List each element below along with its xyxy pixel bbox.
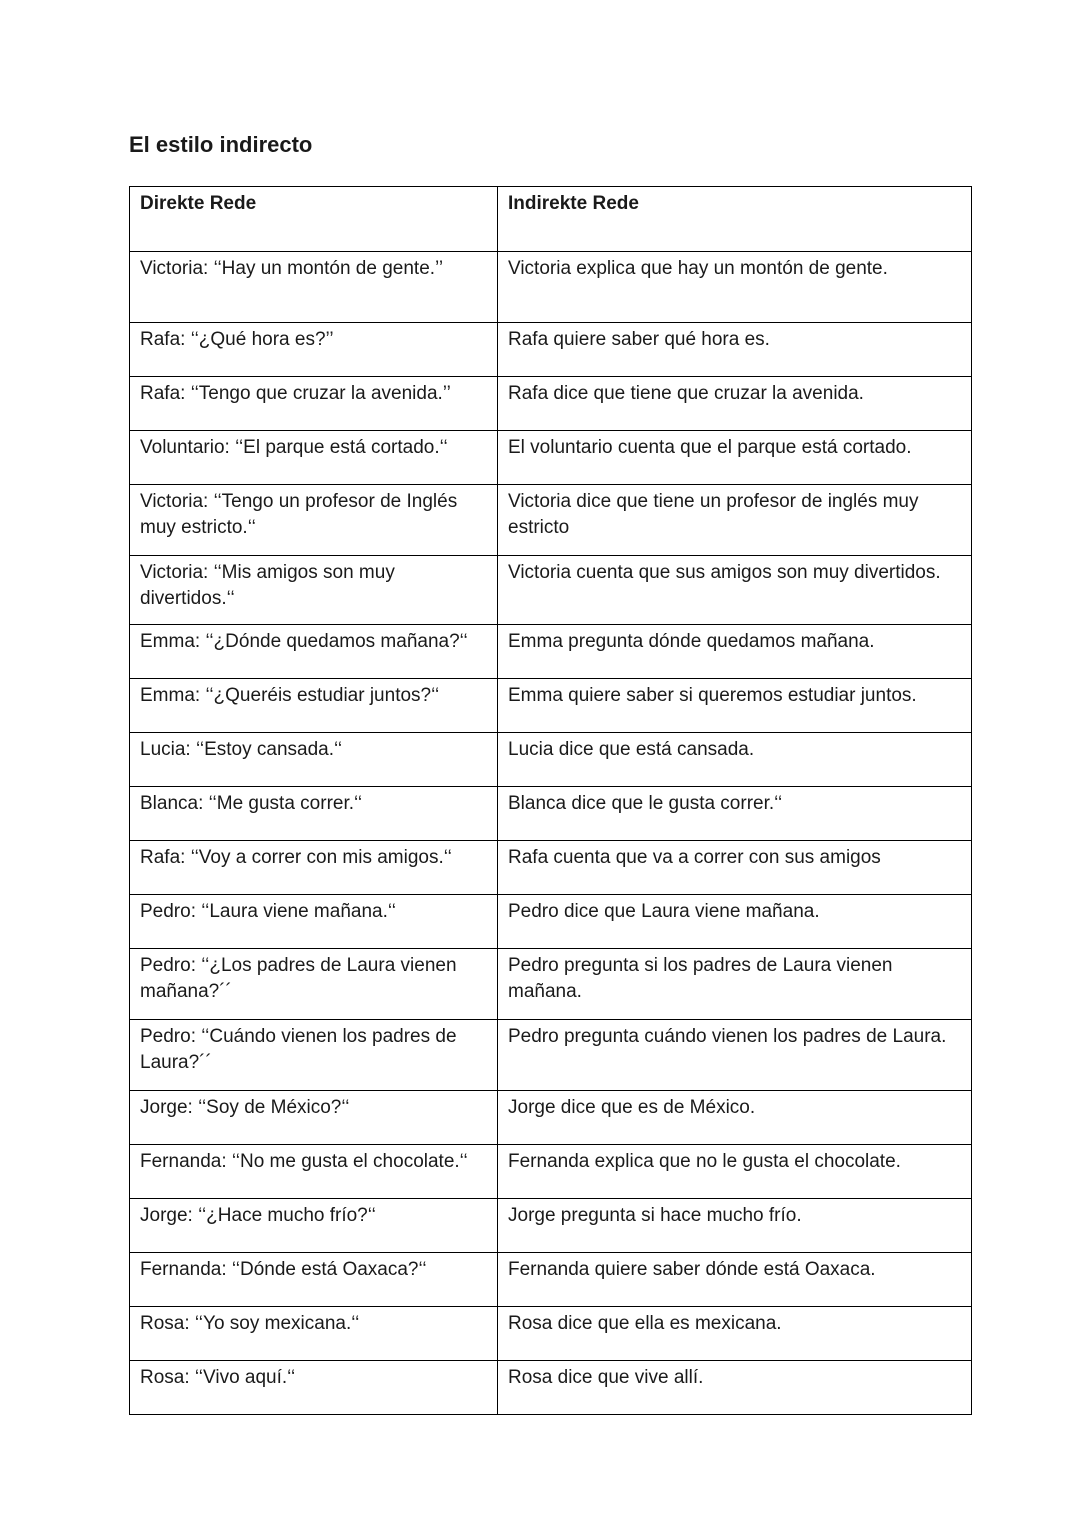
table-row (130, 1307, 972, 1361)
direct-speech-cell: Pedro: ‘‘Laura viene mañana.‘‘ (130, 895, 498, 949)
table-row (130, 1199, 972, 1253)
indirect-speech-cell: Pedro pregunta si los padres de Laura vienen mañana. (498, 949, 972, 1020)
direct-speech-cell: Rafa: ‘‘¿Qué hora es?’’ (130, 323, 498, 377)
indirect-speech-cell: Rafa quiere saber qué hora es. (498, 323, 972, 377)
direct-speech-cell: Jorge: ‘‘Soy de México?‘‘ (130, 1091, 498, 1145)
indirect-speech-cell: Emma pregunta dónde quedamos mañana. (498, 625, 972, 679)
table-row (130, 431, 972, 485)
direct-speech-cell: Rafa: ‘‘Voy a correr con mis amigos.‘‘ (130, 841, 498, 895)
table-row (130, 377, 972, 431)
direct-speech-cell: Victoria: ‘‘Mis amigos son muy divertidos.‘‘ (130, 556, 498, 625)
table-row (130, 733, 972, 787)
direct-speech-cell: Lucia: ‘‘Estoy cansada.‘‘ (130, 733, 498, 787)
table-row (130, 787, 972, 841)
direct-speech-cell: Voluntario: ‘‘El parque está cortado.‘‘ (130, 431, 498, 485)
indirect-speech-cell: Rosa dice que vive allí. (498, 1361, 972, 1415)
indirect-speech-cell: Lucia dice que está cansada. (498, 733, 972, 787)
table-row (130, 949, 972, 1020)
indirect-speech-cell: El voluntario cuenta que el parque está cortado. (498, 431, 972, 485)
direct-speech-cell: Victoria: ‘‘Tengo un profesor de Inglés muy estricto.‘‘ (130, 485, 498, 556)
direct-speech-cell: Emma: ‘‘¿Dónde quedamos mañana?‘‘ (130, 625, 498, 679)
indirect-speech-cell: Rafa cuenta que va a correr con sus amigos (498, 841, 972, 895)
table-row (130, 625, 972, 679)
indirect-speech-cell: Pedro pregunta cuándo vienen los padres de Laura. (498, 1020, 972, 1091)
header-indirect-speech: Indirekte Rede (498, 187, 972, 252)
direct-speech-cell: Jorge: ‘‘¿Hace mucho frío?‘‘ (130, 1199, 498, 1253)
indirect-speech-cell: Victoria cuenta que sus amigos son muy divertidos. (498, 556, 972, 625)
table-row (130, 1091, 972, 1145)
indirect-speech-cell: Rafa dice que tiene que cruzar la avenida. (498, 377, 972, 431)
direct-speech-cell: Emma: ‘‘¿Queréis estudiar juntos?‘‘ (130, 679, 498, 733)
direct-speech-cell: Fernanda: ‘‘Dónde está Oaxaca?‘‘ (130, 1253, 498, 1307)
indirect-speech-cell: Fernanda quiere saber dónde está Oaxaca. (498, 1253, 972, 1307)
page-title: El estilo indirecto (129, 132, 313, 157)
direct-speech-cell: Fernanda: ‘‘No me gusta el chocolate.‘‘ (130, 1145, 498, 1199)
table-row (130, 1020, 972, 1091)
table-row (130, 1361, 972, 1415)
table-row (130, 1253, 972, 1307)
direct-speech-cell: Rafa: ‘‘Tengo que cruzar la avenida.’’ (130, 377, 498, 431)
table-header-row (130, 187, 972, 252)
indirect-speech-cell: Jorge pregunta si hace mucho frío. (498, 1199, 972, 1253)
indirect-speech-cell: Jorge dice que es de México. (498, 1091, 972, 1145)
direct-speech-cell: Victoria: ‘‘Hay un montón de gente.’’ (130, 252, 498, 323)
indirect-speech-cell: Fernanda explica que no le gusta el chocolate. (498, 1145, 972, 1199)
speech-table (129, 186, 972, 1415)
direct-speech-cell: Pedro: ‘‘Cuándo vienen los padres de Laura?´´ (130, 1020, 498, 1091)
table-row (130, 556, 972, 625)
indirect-speech-cell: Victoria dice que tiene un profesor de inglés muy estricto (498, 485, 972, 556)
direct-speech-cell: Rosa: ‘‘Yo soy mexicana.‘‘ (130, 1307, 498, 1361)
table-row (130, 252, 972, 323)
indirect-speech-cell: Blanca dice que le gusta correr.‘‘ (498, 787, 972, 841)
indirect-speech-cell: Rosa dice que ella es mexicana. (498, 1307, 972, 1361)
indirect-speech-cell: Emma quiere saber si queremos estudiar juntos. (498, 679, 972, 733)
table-row (130, 841, 972, 895)
direct-speech-cell: Pedro: ‘‘¿Los padres de Laura vienen mañana?´´ (130, 949, 498, 1020)
table-row (130, 323, 972, 377)
table-row (130, 1145, 972, 1199)
table-row (130, 895, 972, 949)
header-direct-speech: Direkte Rede (130, 187, 498, 252)
table-row (130, 485, 972, 556)
direct-speech-cell: Blanca: ‘‘Me gusta correr.‘‘ (130, 787, 498, 841)
indirect-speech-cell: Pedro dice que Laura viene mañana. (498, 895, 972, 949)
indirect-speech-cell: Victoria explica que hay un montón de gente. (498, 252, 972, 323)
direct-speech-cell: Rosa: ‘‘Vivo aquí.‘‘ (130, 1361, 498, 1415)
table-row (130, 679, 972, 733)
